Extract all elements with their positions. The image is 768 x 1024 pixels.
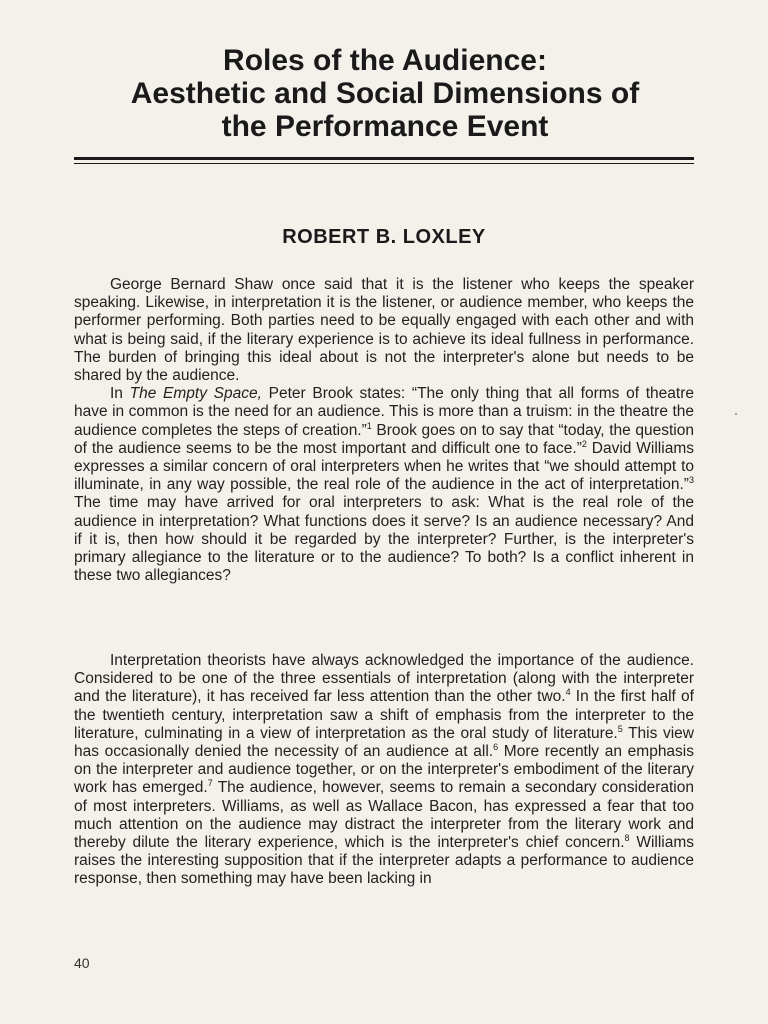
paragraph-1: George Bernard Shaw once said that it is the listener who keeps the speaker speaking. Likewise, in interpretation it is the listener, or audience member, who keeps the performer performing. Both parties need to be equally engaged with each other and with what is being said, if the literary experience is to achieve its ideal fullness in performance. The burden of bringing this ideal about is not the interpreter's alone but needs to be shared by the audience.	[74, 276, 694, 385]
author-name: ROBERT B. LOXLEY	[282, 226, 486, 248]
paragraph-3-part-2: In the first half of the twentieth century, interpretation saw a shift of emphasis from the interpreter to the literature, culminating in a view of interpretation as the oral study of literature.	[74, 688, 694, 742]
paragraph-2	[74, 385, 694, 585]
body-block-2	[74, 652, 694, 889]
paragraph-2-part-3: David Williams expresses a similar concern of oral interpreters when he writes that “we should attempt to illuminate, in any way possible, the real role of the audience in the act of interpretation.”	[74, 439, 694, 494]
title-line-2: Aesthetic and Social Dimensions of	[130, 77, 640, 110]
paragraph-2-part-1: Peter Brook states: “The only thing that all forms of theatre have in common is the need for an audience. This is more than a truism: in the theatre the audience completes the steps of creation.”	[74, 385, 694, 439]
title-rule-thin	[74, 163, 694, 164]
paragraph-3-part-4: More recently an emphasis on the interpreter and audience together, or on the interpreter's embodiment of the literary work has emerged.	[74, 743, 694, 797]
footnote-ref-1: 1	[366, 420, 372, 431]
paragraph-2-intro: In	[110, 385, 130, 403]
title-rule-thick	[74, 157, 694, 160]
book-title: The Empty Space,	[129, 385, 262, 403]
paragraph-3-part-1: Interpretation theorists have always acknowledged the importance of the audience. Considered to be one of the three essentials of interpretation (along with the interpreter and the literature), it has received far less attention than the other two.	[74, 652, 694, 706]
page-number: 40	[74, 955, 90, 971]
paragraph-3-part-6: Williams raises the interesting supposition that if the interpreter adapts a performance to audience response, then something may have been lacking in	[74, 834, 694, 888]
footnote-ref-5: 5	[617, 723, 623, 734]
paragraph-2-part-2: Brook goes on to say that “today, the question of the audience seems to be the most important and difficult one to face.”	[74, 421, 694, 457]
footnote-ref-4: 4	[565, 687, 571, 698]
footnote-ref-3: 3	[688, 475, 694, 486]
footnote-ref-6: 6	[493, 741, 499, 752]
paragraph-2-part-4: The time may have arrived for oral interpreters to ask: What is the real role of the audience in interpretation? What functions does it serve? Is an audience necessary? And if it is, then how should it be regarded by the interpreter? Further, is the interpreter's primary allegiance to the literature or to the audience? To both? Is a conflict inherent in these two allegiances?	[74, 494, 694, 585]
title-line-1: Roles of the Audience:	[223, 44, 547, 77]
footnote-ref-8: 8	[624, 832, 630, 843]
footnote-ref-2: 2	[581, 438, 587, 449]
footnote-ref-7: 7	[207, 778, 213, 789]
article-title	[60, 44, 710, 143]
paragraph-3	[74, 652, 694, 889]
paragraph-3-part-5: The audience, however, seems to remain a secondary consideration of most interpreters. Williams, as well as Wallace Bacon, has expressed a fear that too much attention on the audience may distract the interpreter from the literary work and thereby dilute the literary experience, which is the interpreter's chief concern.	[74, 779, 694, 852]
body-block-1	[74, 276, 694, 585]
paragraph-3-part-3: This view has occasionally denied the necessity of an audience at all.	[74, 724, 694, 761]
title-line-3: the Performance Event	[221, 110, 549, 143]
scan-speck	[735, 413, 737, 415]
